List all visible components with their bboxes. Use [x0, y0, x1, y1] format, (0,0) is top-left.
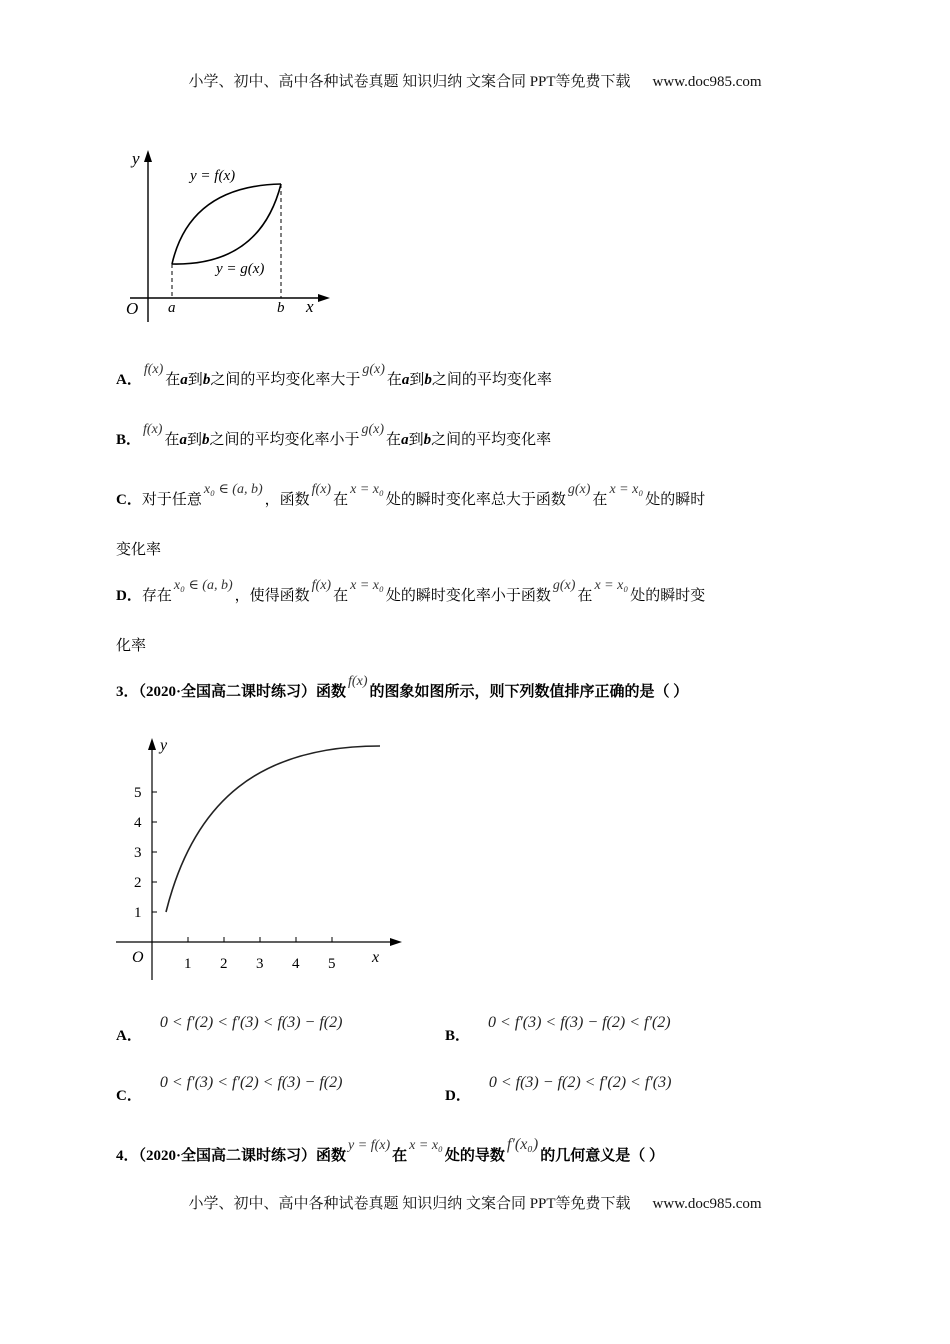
- footer-site: www.doc985.com: [652, 1196, 762, 1212]
- figure-fx-graph: [110, 730, 410, 990]
- page-header: [0, 70, 950, 91]
- q2-option-a: A．f(x)在a到b之间的平均变化率大于g(x)在a到b之间的平均变化率: [116, 362, 552, 388]
- fig2-x-tick: 1: [184, 956, 192, 972]
- fig2-x-tick: 3: [256, 956, 264, 972]
- fig1-b-label: b: [277, 300, 285, 316]
- q3-option-c: C．0 < f′(3) < f′(2) < f(3) − f(2): [116, 1074, 343, 1104]
- fig2-y-tick: 5: [134, 785, 142, 801]
- fig1-g-label: y = g(x): [216, 261, 265, 277]
- fig2-y-tick: 1: [134, 905, 142, 921]
- q2-option-c: C．对于任意x₀ ∈ (a, b)，函数f(x)在x = x₀处的瞬时变化率总大于函数g(x)在x = x₀处的瞬时: [116, 482, 706, 508]
- fig2-x-tick: 5: [328, 956, 336, 972]
- q2-option-b: B．f(x)在a到b之间的平均变化率小于g(x)在a到b之间的平均变化率: [116, 422, 552, 448]
- q2-option-d: D．存在x₀ ∈ (a, b)，使得函数f(x)在x = x₀处的瞬时变化率小于函数g(x)在x = x₀处的瞬时变: [116, 578, 706, 604]
- header-site: www.doc985.com: [652, 74, 762, 90]
- fig1-a-label: a: [168, 300, 176, 316]
- fig2-x-tick: 4: [292, 956, 300, 972]
- page-footer: [0, 1192, 950, 1213]
- q2-option-c-cont: 变化率: [116, 542, 162, 558]
- fig2-origin-label: O: [132, 949, 144, 966]
- fig2-y-axis-label: y: [160, 737, 168, 754]
- figure-f-g-graph: [110, 140, 340, 330]
- q3-stem: 3．（2020·全国高二课时练习）函数f(x)的图象如图所示，则下列数值排序正确的是（ ）: [116, 674, 689, 700]
- q2-option-d-cont: 化率: [116, 638, 147, 654]
- q3-option-a: A．0 < f′(2) < f′(3) < f(3) − f(2): [116, 1014, 343, 1044]
- fig2-x-axis-label: x: [372, 949, 380, 966]
- fig1-origin-label: O: [126, 299, 139, 318]
- q4-stem: 4．（2020·全国高二课时练习）函数y = f(x)在x = x₀处的导数f′(x₀)的几何意义是（ ）: [116, 1136, 664, 1164]
- fig2-y-tick: 2: [134, 875, 142, 891]
- fig1-y-axis-label: y: [132, 149, 140, 168]
- header-text: 小学、初中、高中各种试卷真题 知识归纳 文案合同 PPT等免费下载: [188, 74, 631, 90]
- fig1-x-axis-label: x: [306, 297, 314, 316]
- fig2-y-tick: 3: [134, 845, 142, 861]
- footer-text: 小学、初中、高中各种试卷真题 知识归纳 文案合同 PPT等免费下载: [188, 1196, 631, 1212]
- q3-option-d: D．0 < f(3) − f(2) < f′(2) < f′(3): [445, 1074, 672, 1104]
- fig2-x-tick: 2: [220, 956, 228, 972]
- q3-option-b: B．0 < f′(3) < f(3) − f(2) < f′(2): [445, 1014, 671, 1044]
- fig1-f-label: y = f(x): [190, 168, 236, 184]
- fig2-y-tick: 4: [134, 815, 142, 831]
